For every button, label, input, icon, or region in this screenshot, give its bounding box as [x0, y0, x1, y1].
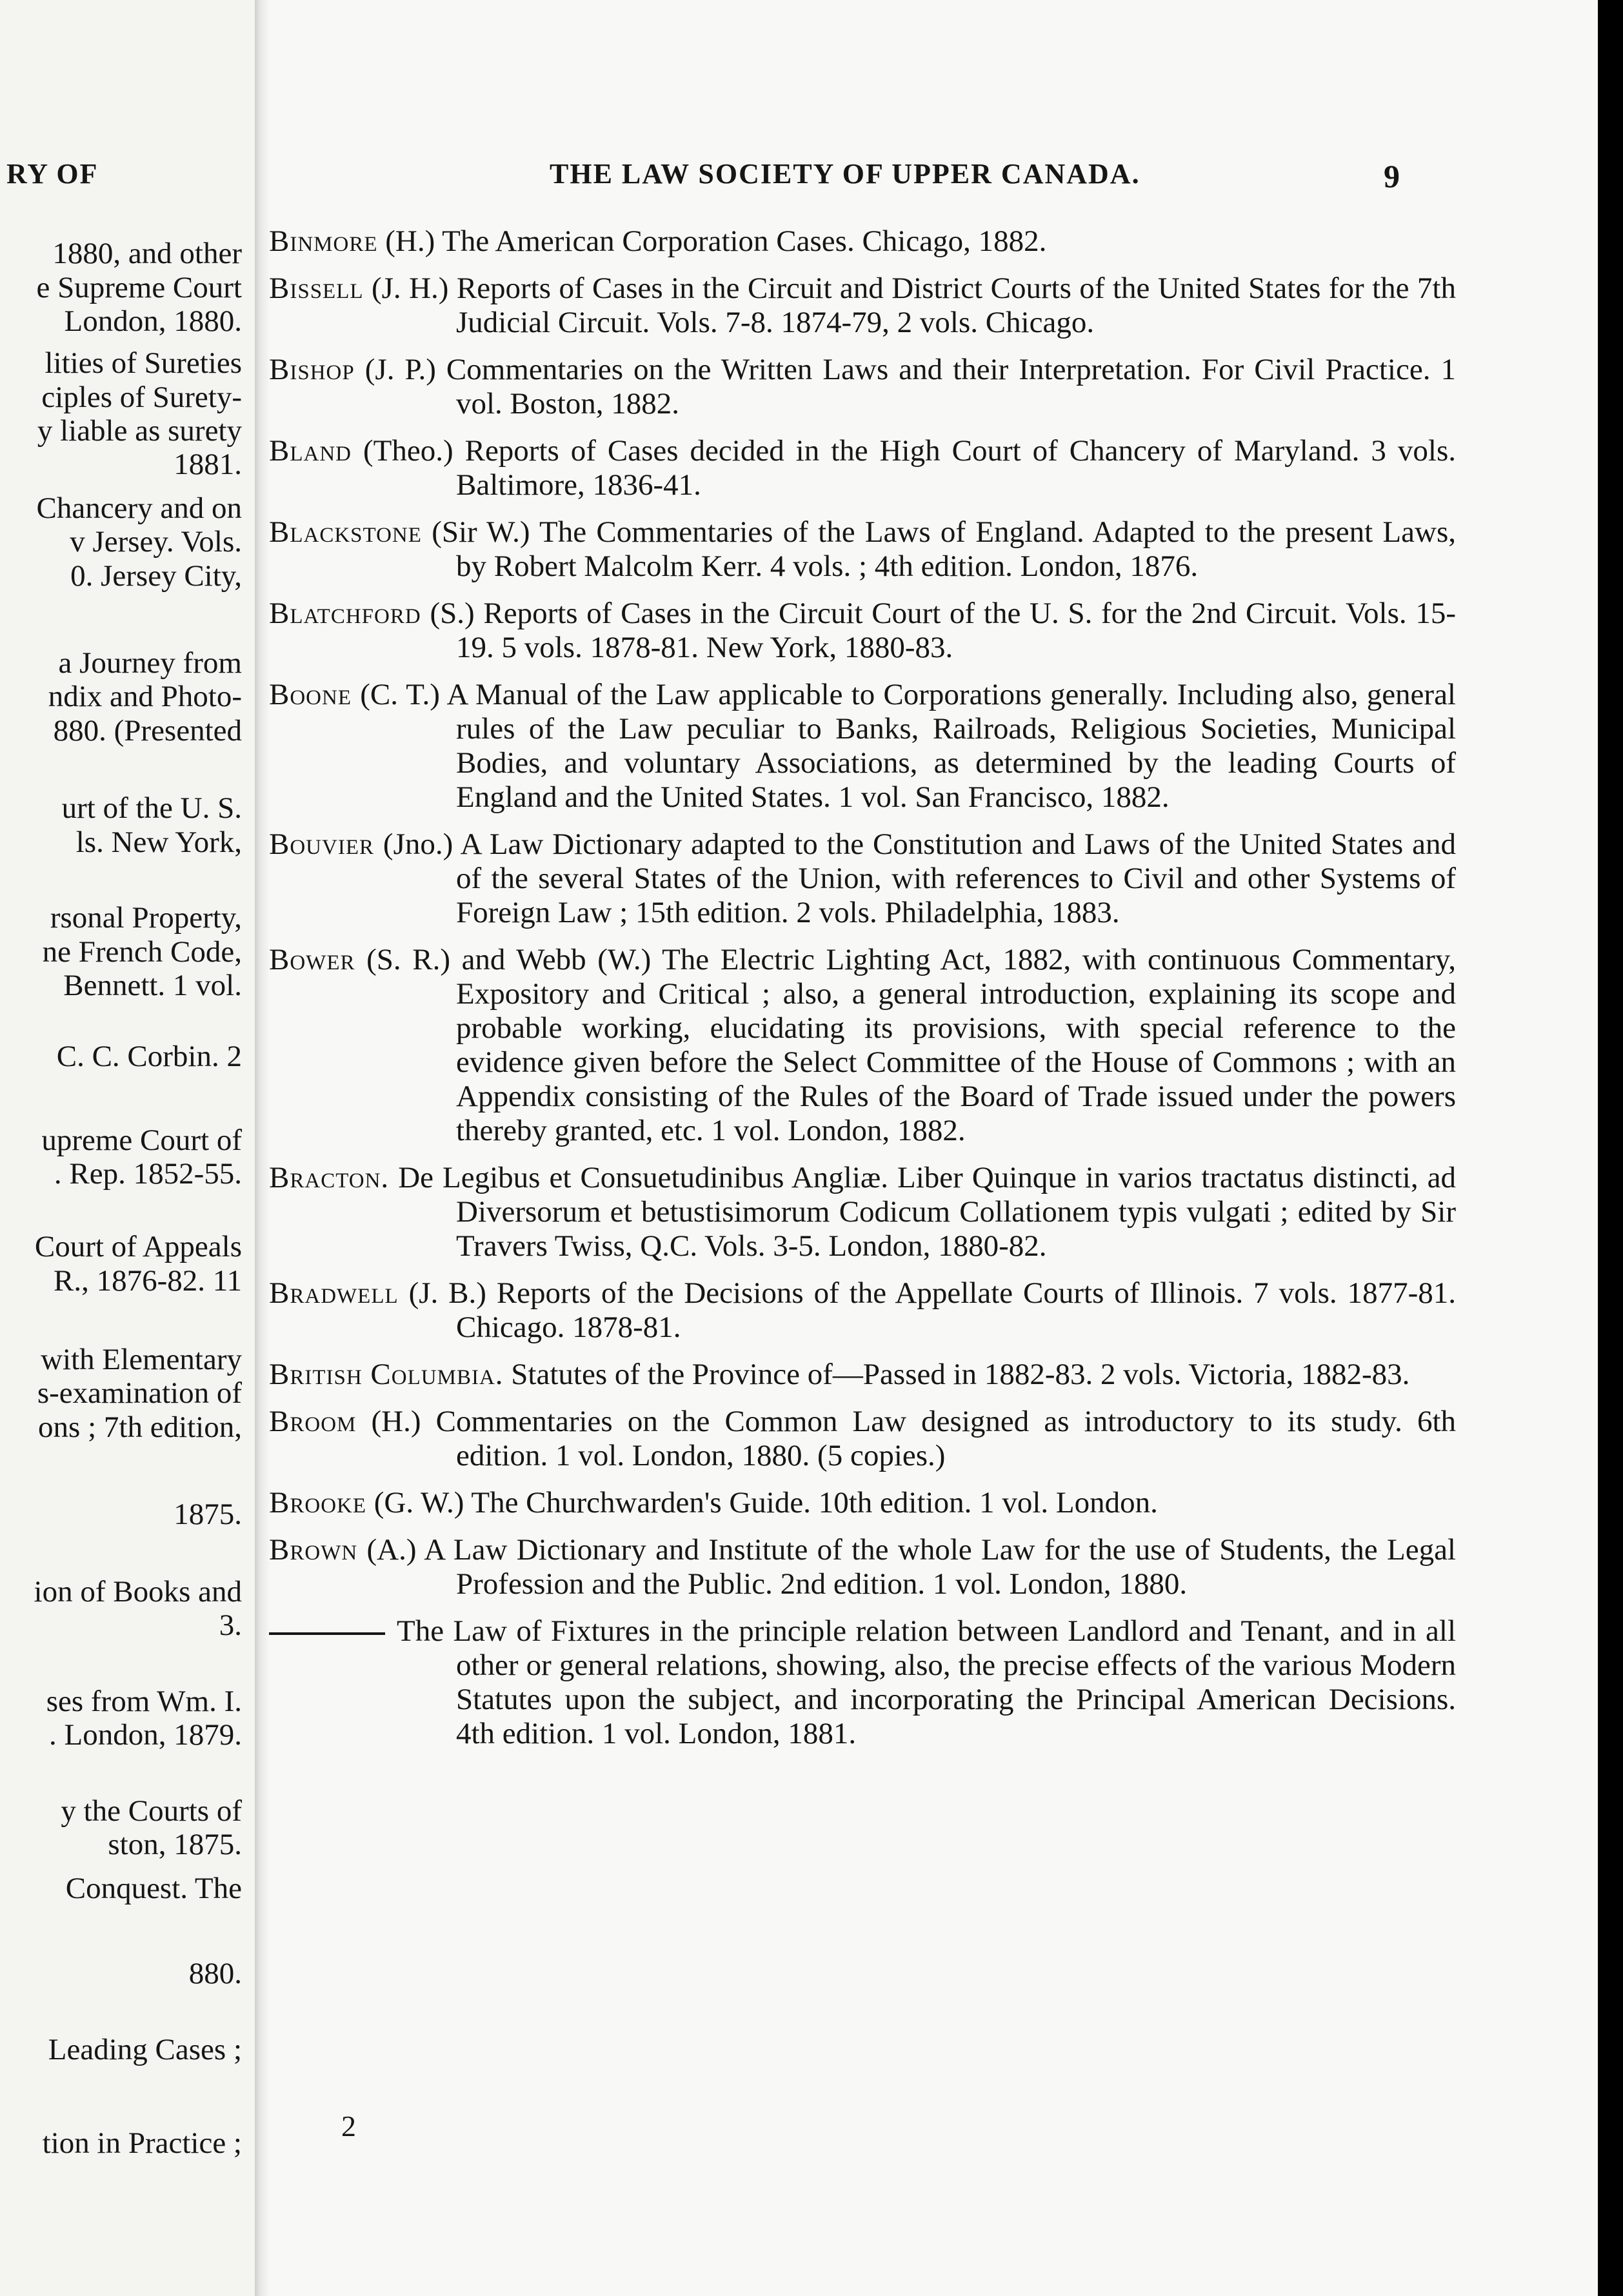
- left-page-line: e Supreme Court: [36, 271, 242, 304]
- entry-description: (Sir W.) The Commentaries of the Laws of England. Adapted to the present Laws, by Robert Malcolm Kerr. 4 vols. ; 4th edition. London, 1876.: [421, 515, 1456, 583]
- catalogue-entry: [269, 1276, 1456, 1345]
- entry-description: (A.) A Law Dictionary and Institute of the whole Law for the use of Students, the Legal Profession and the Public. 2nd edition. 1 vol. London, 1880.: [357, 1533, 1456, 1601]
- left-page-line: ses from Wm. I.: [46, 1685, 242, 1718]
- left-page-line: v Jersey. Vols.: [70, 525, 242, 559]
- left-page-line: ne French Code,: [42, 935, 242, 969]
- entry-description: (Theo.) Reports of Cases decided in the High Court of Chancery of Maryland. 3 vols. Baltimore, 1836-41.: [352, 434, 1456, 502]
- entry-description: Statutes of the Province of—Passed in 1882-83. 2 vols. Victoria, 1882-83.: [503, 1358, 1410, 1391]
- entry-description: (H.) The American Corporation Cases. Chicago, 1882.: [377, 224, 1047, 258]
- page-number: 9: [1384, 158, 1400, 194]
- left-page-line: 1875.: [174, 1498, 242, 1531]
- left-page-fragment: [0, 0, 255, 2296]
- left-page-line: 3.: [219, 1608, 242, 1642]
- catalogue-entry: [269, 1533, 1456, 1601]
- left-page-line: ciples of Surety-: [41, 381, 242, 414]
- entry-description: (J. H.) Reports of Cases in the Circuit and District Courts of the United States for the 7th Judicial Circuit. Vols. 7-8. 1874-79, 2 vols. Chicago.: [363, 272, 1456, 339]
- book-gutter: [255, 0, 269, 2296]
- left-page-line: Court of Appeals: [34, 1230, 242, 1263]
- left-page-line: 1880, and other: [52, 237, 242, 270]
- catalogue-entry: [269, 827, 1456, 930]
- entry-author: Bower: [269, 943, 355, 976]
- entry-description: (Jno.) A Law Dictionary adapted to the Constitution and Laws of the United States and of the several States of the Union, with references to Civil and other Systems of Foreign Law ; 15th edition. 2 vols. Philadelphia, 1883.: [374, 827, 1456, 929]
- left-page-line: Chancery and on: [36, 491, 242, 525]
- left-page-line: 0. Jersey City,: [70, 559, 242, 593]
- left-page-line: ndix and Photo-: [48, 680, 242, 713]
- left-page-line: tion in Practice ;: [42, 2126, 242, 2160]
- catalogue-entry: [269, 597, 1456, 665]
- entry-author: Bradwell: [269, 1276, 399, 1310]
- left-page-line: s-examination of: [37, 1376, 242, 1410]
- catalogue-entry: [269, 1405, 1456, 1473]
- left-page-line: y liable as surety: [37, 414, 242, 448]
- entry-author: Blackstone: [269, 515, 422, 549]
- entry-author: Brown: [269, 1533, 358, 1567]
- left-page-line: ons ; 7th edition,: [38, 1410, 242, 1444]
- left-page-line: y the Courts of: [61, 1794, 242, 1828]
- entry-description: (S. R.) and Webb (W.) The Electric Lighting Act, 1882, with continuous Commentary, Expository and Critical ; also, a general introduction, explaining its scope and probable working, elucidating its provisions, with special reference to the evidence given before the Select Committee of the House of Commons ; with an Appendix consisting of the Rules of the Board of Trade issued under the powers thereby granted, etc. 1 vol. London, 1882.: [355, 943, 1456, 1147]
- left-page-line: a Journey from: [58, 646, 242, 680]
- entry-description: (S.) Reports of Cases in the Circuit Court of the U. S. for the 2nd Circuit. Vols. 15-19. 5 vols. 1878-81. New York, 1880-83.: [421, 597, 1456, 664]
- right-page: [269, 0, 1598, 2296]
- left-running-head: RY OF: [6, 158, 99, 190]
- left-page-line: lities of Sureties: [45, 346, 242, 380]
- catalogue-entry: [269, 1614, 1456, 1751]
- catalogue-entry: [269, 1486, 1456, 1520]
- left-page-line: Leading Cases ;: [48, 2033, 242, 2066]
- entry-description: The Law of Fixtures in the principle relation between Landlord and Tenant, and in all other or general relations, showing, also, the precise effects of the various Modern Statutes upon the subject, and incorporating the Principal American Decisions. 4th edition. 1 vol. London, 1881.: [397, 1614, 1456, 1750]
- ditto-rule: [269, 1632, 385, 1635]
- entry-author: British Columbia.: [269, 1358, 504, 1391]
- left-page-line: ls. New York,: [75, 826, 242, 859]
- catalogue-entry: [269, 515, 1456, 584]
- catalogue-entry: [269, 224, 1456, 259]
- left-page-line: 880. (Presented: [53, 714, 242, 747]
- left-page-line: Conquest. The: [65, 1872, 242, 1905]
- entry-author: Bland: [269, 434, 352, 468]
- entry-description: (C. T.) A Manual of the Law applicable to Corporations generally. Including also, general rules of the Law peculiar to Banks, Railroads, Religious Societies, Municipal Bodies, and voluntary Associations, as determined by the leading Courts of England and the United States. 1 vol. San Francisco, 1882.: [352, 678, 1456, 814]
- left-page-line: 1881.: [174, 448, 242, 481]
- catalogue-entries: [269, 224, 1456, 1764]
- entry-description: (G. W.) The Churchwarden's Guide. 10th edition. 1 vol. London.: [366, 1486, 1158, 1519]
- entry-author: Broom: [269, 1405, 357, 1438]
- entry-description: (H.) Commentaries on the Common Law designed as introductory to its study. 6th edition. 1 vol. London, 1880. (5 copies.): [356, 1405, 1456, 1472]
- signature-mark: 2: [341, 2110, 356, 2143]
- entry-author: Boone: [269, 678, 352, 711]
- entry-author: Blatchford: [269, 597, 421, 630]
- left-page-line: R., 1876-82. 11: [53, 1264, 242, 1298]
- entry-author: Bracton.: [269, 1161, 390, 1194]
- running-head: THE LAW SOCIETY OF UPPER CANADA.: [550, 158, 1140, 190]
- entry-author: Bouvier: [269, 827, 375, 861]
- catalogue-entry: [269, 353, 1456, 421]
- entry-author: Bishop: [269, 353, 355, 386]
- catalogue-entry: [269, 943, 1456, 1148]
- left-page-line: ion of Books and: [34, 1575, 242, 1608]
- left-page-line: Bennett. 1 vol.: [63, 969, 242, 1002]
- catalogue-entry: [269, 678, 1456, 815]
- catalogue-entry: [269, 1161, 1456, 1263]
- left-page-line: . Rep. 1852-55.: [54, 1157, 242, 1191]
- entry-author: Binmore: [269, 224, 378, 258]
- left-page-line: ston, 1875.: [108, 1828, 242, 1861]
- left-page-line: London, 1880.: [64, 304, 242, 338]
- left-page-line: upreme Court of: [41, 1123, 242, 1157]
- catalogue-entry: [269, 1358, 1456, 1392]
- entry-description: (J. B.) Reports of the Decisions of the Appellate Courts of Illinois. 7 vols. 1877-81. Chicago. 1878-81.: [398, 1276, 1456, 1344]
- left-page-line: rsonal Property,: [50, 901, 242, 935]
- entry-description: (J. P.) Commentaries on the Written Laws and their Interpretation. For Civil Practice. 1 vol. Boston, 1882.: [354, 353, 1456, 421]
- left-page-line: C. C. Corbin. 2: [56, 1040, 242, 1073]
- catalogue-entry: [269, 272, 1456, 340]
- left-page-line: with Elementary: [41, 1343, 242, 1376]
- entry-author: Bissell: [269, 272, 364, 305]
- left-page-line: 880.: [188, 1957, 242, 1990]
- left-page-line: . London, 1879.: [49, 1718, 242, 1752]
- catalogue-entry: [269, 434, 1456, 502]
- entry-author: Brooke: [269, 1486, 367, 1519]
- left-page-line: urt of the U. S.: [61, 791, 242, 825]
- entry-description: De Legibus et Consuetudinibus Angliæ. Liber Quinque in varios tractatus distincti, ad Diversorum et betustisimorum Codicum Collationem typis vulgati ; edited by Sir Travers Twiss, Q.C. Vols. 3-5. London, 1880-82.: [389, 1161, 1456, 1263]
